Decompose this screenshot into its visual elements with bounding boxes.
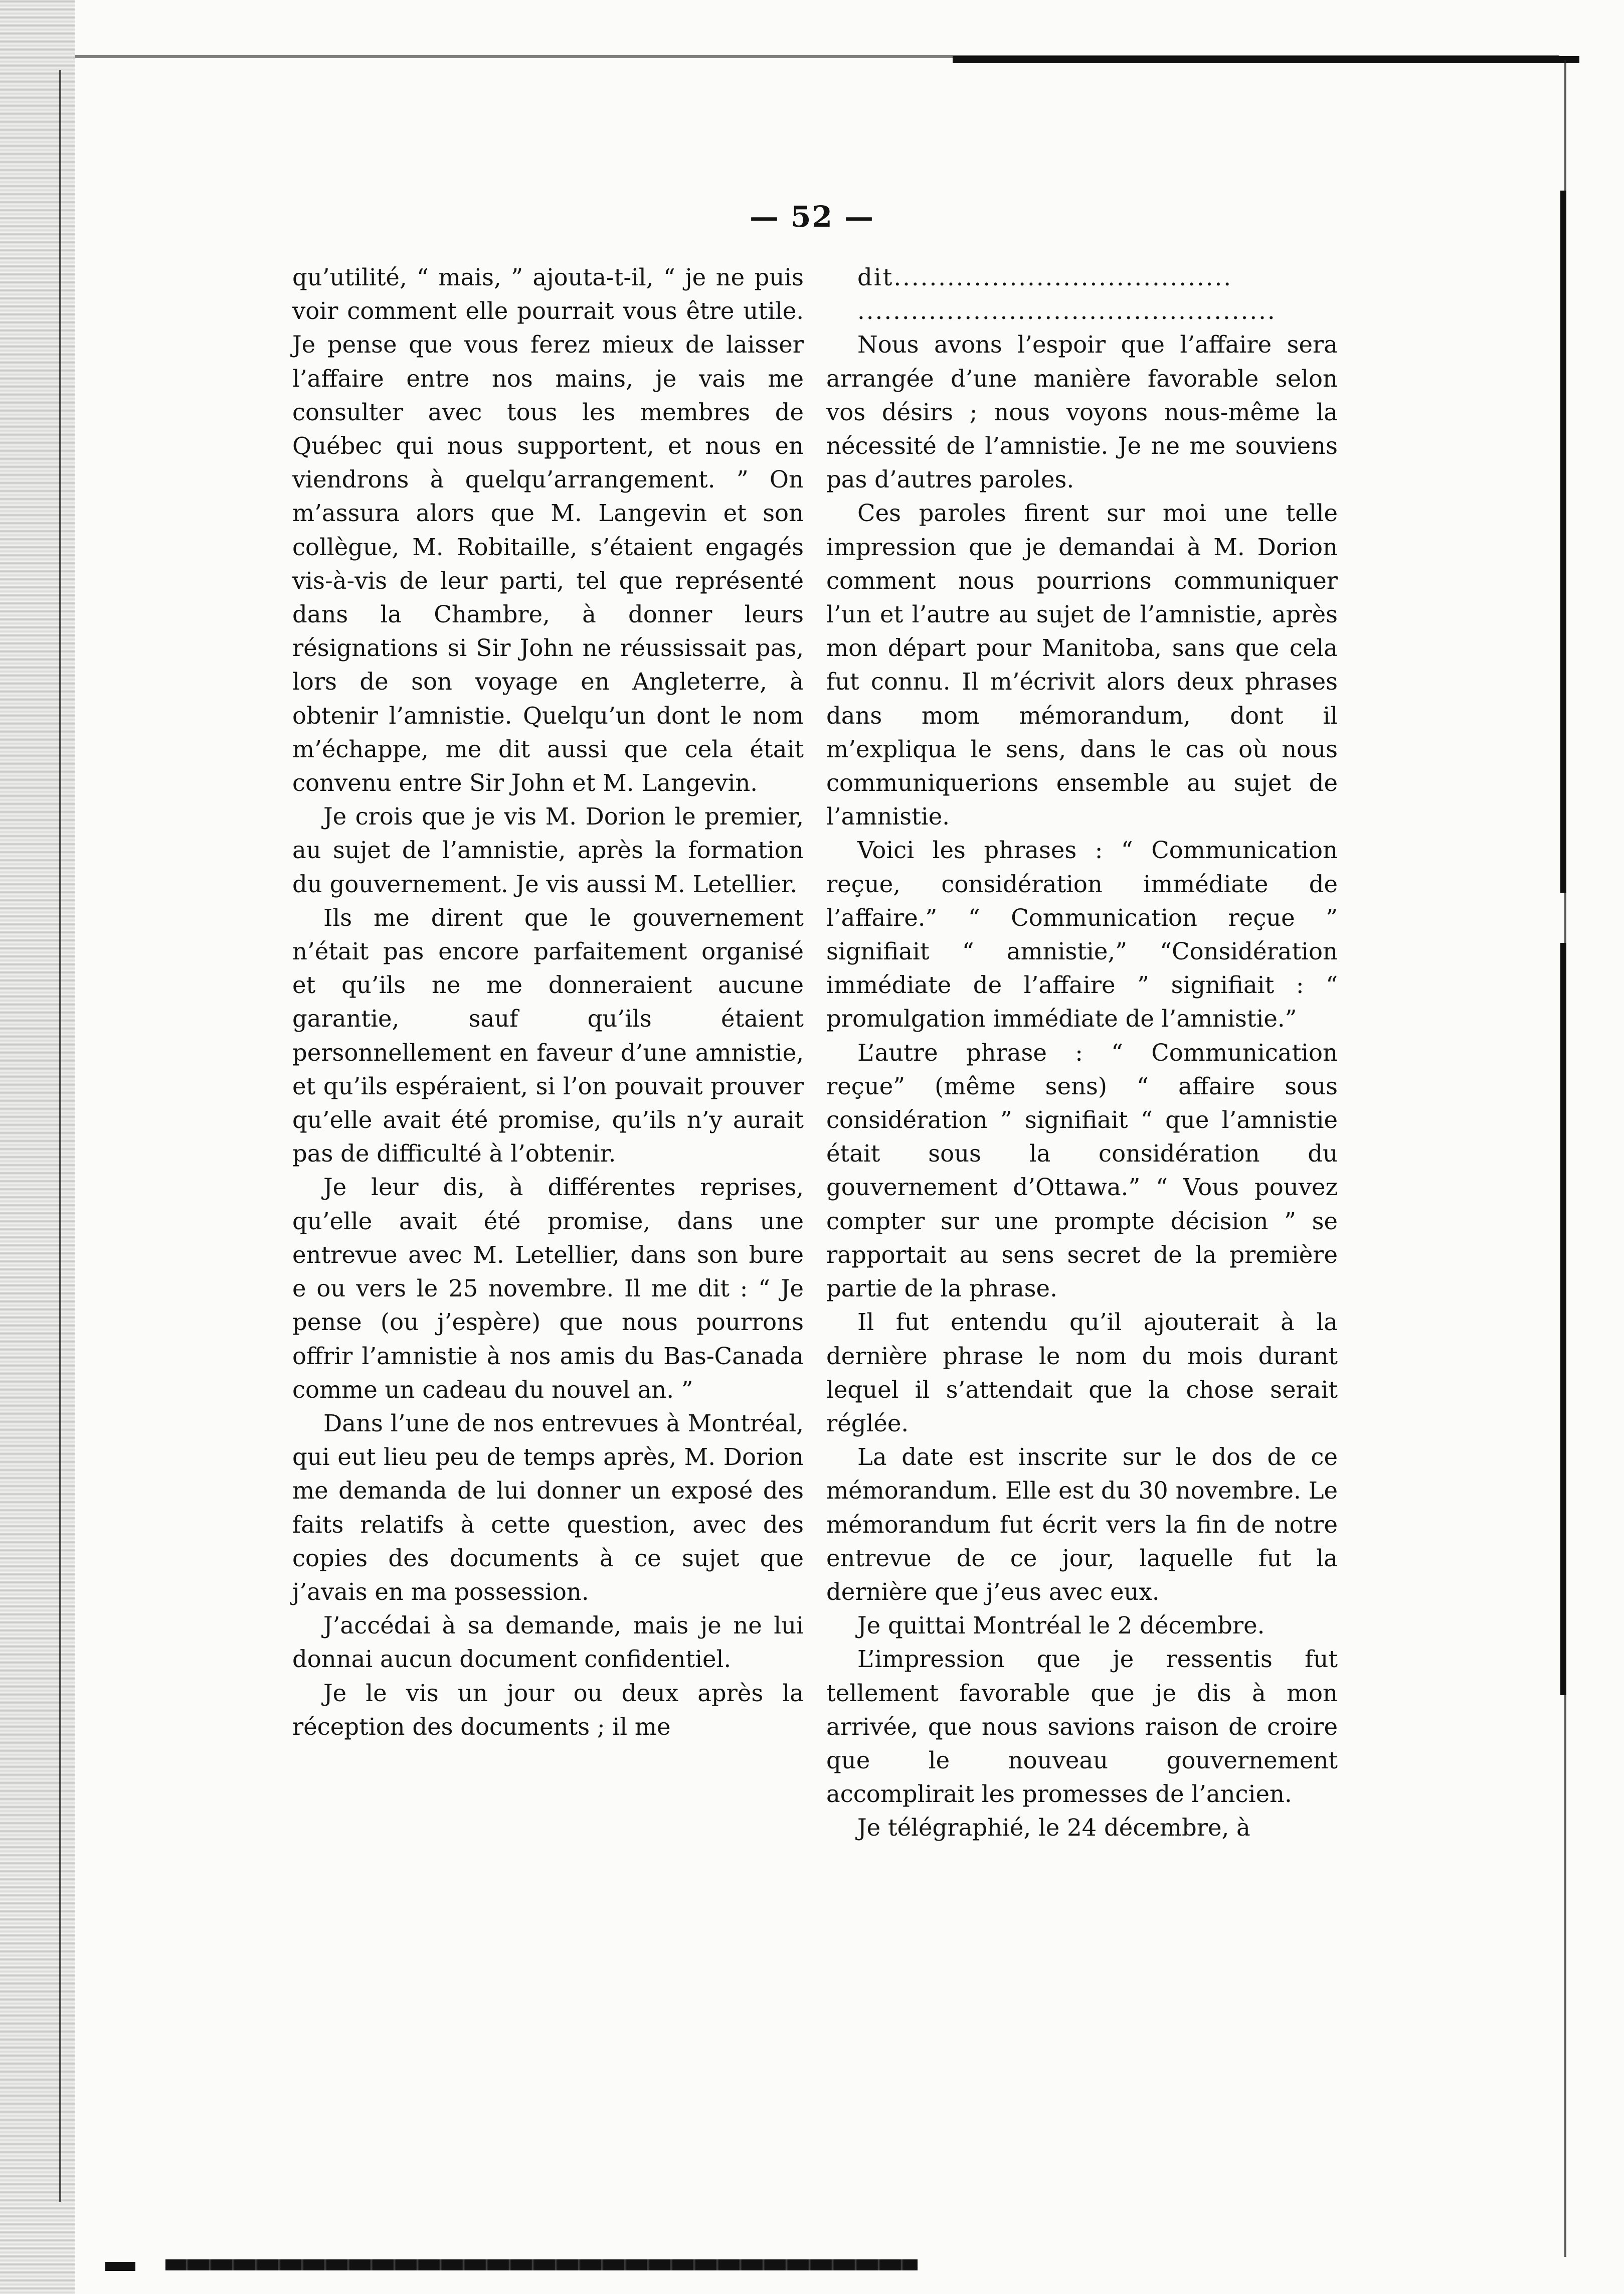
right-paragraph-8: L’impression que je ressentis fut tellement favorable que je dis à mon arrivée, que nous savions raison de croire que le nouveau gouvernement accomplirait les promesses de l’ancien. xyxy=(826,1646,1338,1808)
left-paragraph-7: Je le vis un jour ou deux après la réception des documents ; il me xyxy=(292,1679,804,1740)
right-paragraph-5: Il fut entendu qu’il ajouterait à la dernière phrase le nom du mois durant lequel il s’attendait que la chose serait réglée. xyxy=(826,1308,1338,1437)
left-paragraph-4: Je leur dis, à différentes reprises, qu’elle avait été promise, dans une entrevue avec M. Letellier, dans son bure e ou vers le 25 novembre. Il me dit : “ Je pense (ou j’espère) que nous pourrons offrir l’amnistie à nos amis du Bas-Canada comme un cadeau du nouvel an. ” xyxy=(292,1174,804,1403)
right-paragraph-3: Voici les phrases : “ Communication reçue, considération immédiate de l’affaire.” “ Communication reçue ” signifiait “ amnistie,” “Considération immédiate de l’affaire ” signifiait : “ promulgation immédiate de l’amnistie.” xyxy=(826,837,1338,1033)
dotted-line-2: ............................................... xyxy=(857,297,1277,325)
right-paragraph-9: Je télégraphié, le 24 décembre, à xyxy=(857,1814,1250,1842)
scan-right-heavy-border-upper xyxy=(1560,191,1566,893)
right-paragraph-6: La date est inscrite sur le dos de ce mémorandum. Elle est du 30 novembre. Le mémorandum fut écrit vers la fin de notre entrevue de ce jour, laquelle fut la dernière que j’eus avec eux. xyxy=(826,1443,1338,1605)
right-paragraph-2: Ces paroles firent sur moi une telle impression que je demandai à M. Dorion comment nous pourrions communiquer l’un et l’autre au sujet de l’amnistie, après mon départ pour Manitoba, sans que cela fut connu. Il m’écrivit alors deux phrases dans mom mémorandum, dont il m’expliqua le sens, dans le cas où nous communiquerions ensemble au sujet de l’amnistie. xyxy=(826,500,1338,831)
left-paragraph-2: Je crois que je vis M. Dorion le premier, au sujet de l’amnistie, après la formation du gouvernement. Je vis aussi M. Letellier. xyxy=(292,803,804,898)
scan-top-heavy-border xyxy=(953,56,1579,63)
scan-left-edge-artifact xyxy=(0,0,75,2294)
left-paragraph-3: Ils me dirent que le gouvernement n’était pas encore parfaitement organisé et qu’ils ne me donneraient aucune garantie, sauf qu’ils étaient personnellement en faveur d’une amnistie, et qu’ils espéraient, si l’on pouvait prouver qu’elle avait été promise, qu’ils n’y aurait pas de difficulté à l’obtenir. xyxy=(292,904,804,1168)
scan-bottom-border xyxy=(165,2259,918,2270)
right-paragraph-7: Je quittai Montréal le 2 décembre. xyxy=(857,1612,1265,1640)
scan-bottom-left-mark xyxy=(105,2262,135,2271)
left-paragraph-5: Dans l’une de nos entrevues à Montréal, qui eut lieu peu de temps après, M. Dorion me demanda de lui donner un exposé des faits relatifs à cette question, avec des copies des documents à ce sujet que j’avais en ma possession. xyxy=(292,1409,804,1605)
scan-right-heavy-border-lower xyxy=(1560,943,1566,1695)
right-column xyxy=(826,261,1338,1845)
scan-left-border-line xyxy=(59,70,61,2202)
left-paragraph-1: qu’utilité, “ mais, ” ajouta-t-il, “ je ne puis voir comment elle pourrait vous être utile. Je pense que vous ferez mieux de laisser l’affaire entre nos mains, je vais me consulter avec tous les membres de Québec qui nous supportent, et nous en viendrons à quelqu’arrangement. ” On m’assura alors que M. Langevin et son collègue, M. Robitaille, s’étaient engagés vis-à-vis de leur parti, tel que représenté dans la Chambre, à donner leurs résignations si Sir John ne réussissait pas, lors de son voyage en Angleterre, à obtenir l’amnistie. Quelqu’un dont le nom m’échappe, me dit aussi que cela était convenu entre Sir John et M. Langevin. xyxy=(292,264,804,797)
left-paragraph-6: J’accédai à sa demande, mais je ne lui donnai aucun document confidentiel. xyxy=(292,1612,804,1673)
dotted-line-1: dit...................................... xyxy=(857,264,1233,291)
right-paragraph-4: L’autre phrase : “ Communication reçue” (même sens) “ affaire sous considération ” signifiait “ que l’amnistie était sous la considération du gouvernement d’Ottawa.” “ Vous pouvez compter sur une prompte décision ” se rapportait au sens secret de la première partie de la phrase. xyxy=(826,1039,1338,1302)
right-paragraph-1: Nous avons l’espoir que l’affaire sera arrangée d’une manière favorable selon vos désirs ; nous voyons nous-même la nécessité de l’amnistie. Je ne me souviens pas d’autres paroles. xyxy=(826,331,1338,494)
page-number: — 52 — xyxy=(749,200,875,234)
left-column xyxy=(292,261,804,1744)
page-header xyxy=(0,200,1624,234)
